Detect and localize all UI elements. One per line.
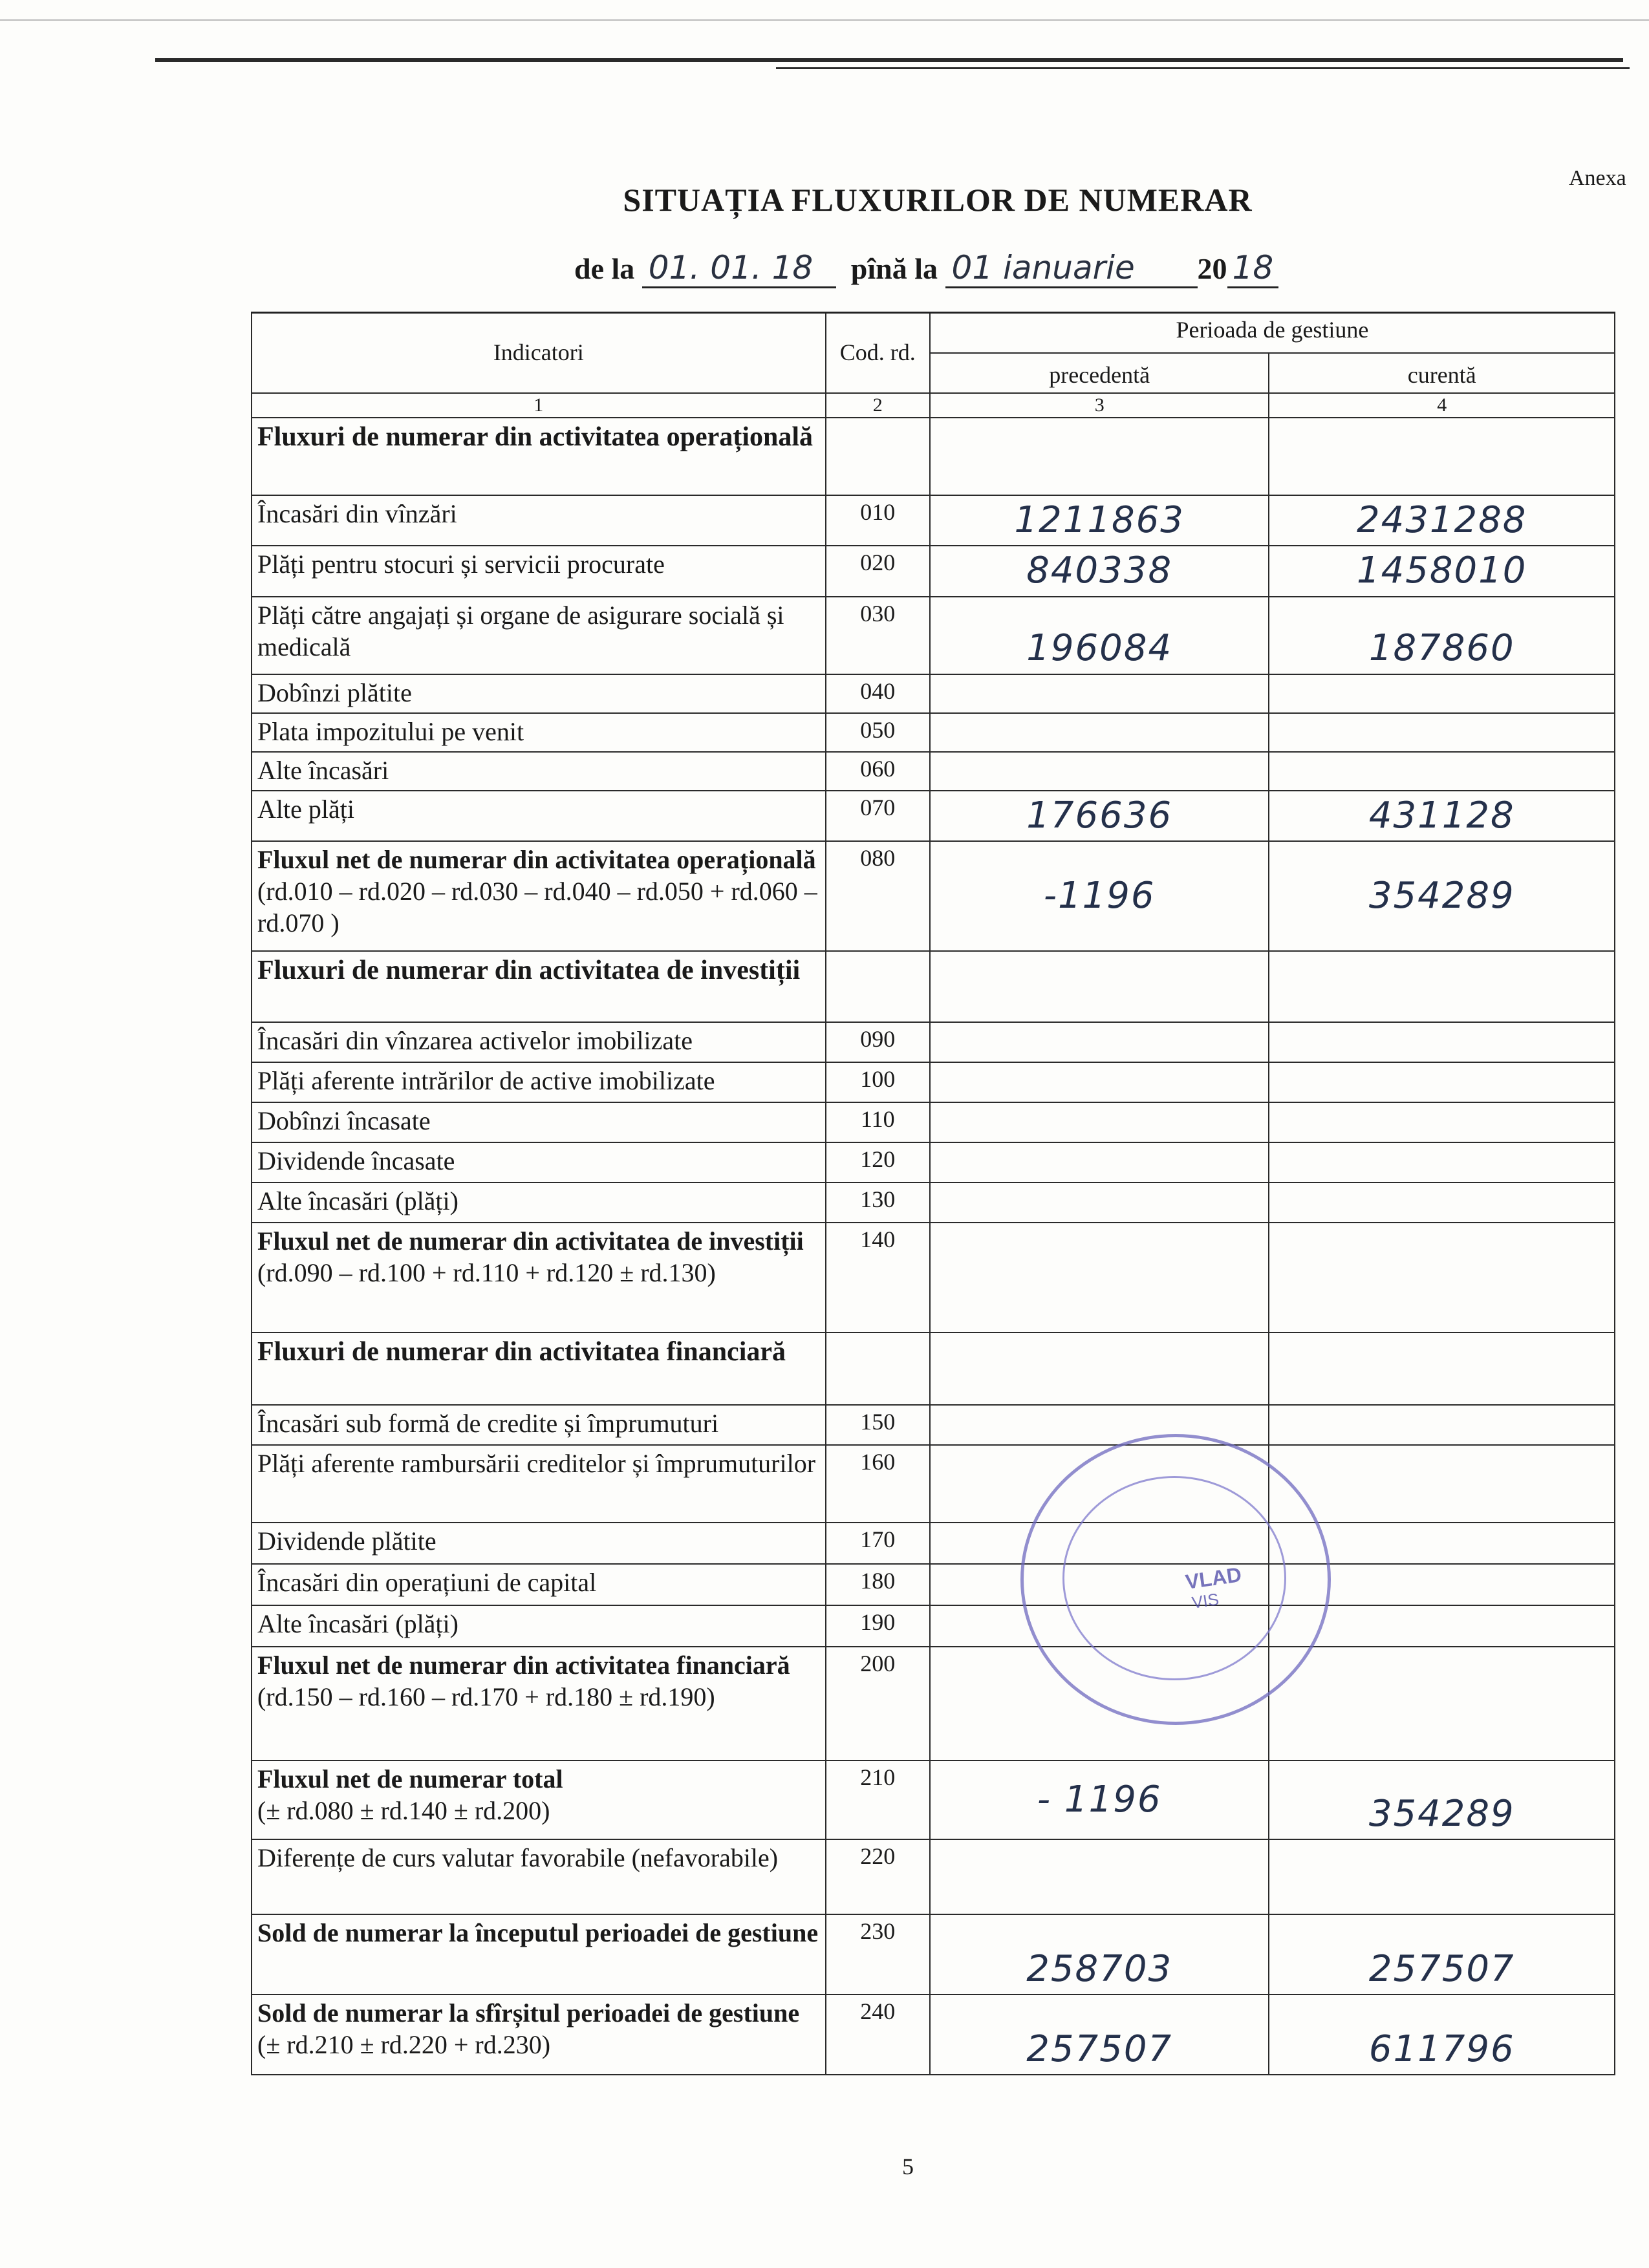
table-row [252,1839,1615,1914]
table-row [252,791,1615,841]
row-code: 050 [826,713,930,752]
row-code: 130 [826,1182,930,1223]
table-row [252,597,1615,674]
stamp-text: VIS [1191,1589,1220,1612]
row-code: 220 [826,1839,930,1914]
header-indicators: Indicatori [252,313,826,393]
row-label: Alte încasări [252,752,826,791]
row-label [252,1760,826,1839]
row-code: 070 [826,791,930,841]
row-code: 200 [826,1647,930,1760]
row-code [826,418,930,495]
value-previous [930,1062,1269,1102]
header-period-group: Perioada de gestiune [930,313,1615,353]
period-from-value: 01. 01. 18 [642,249,836,288]
section-label: Fluxuri de numerar din activitatea de investiții [252,951,826,1022]
table-row [252,1405,1615,1445]
row-title: Fluxul net de numerar total [257,1764,563,1794]
section-row [252,951,1615,1022]
document-title: SITUAȚIA FLUXURILOR DE NUMERAR [623,182,1253,218]
section-label: Fluxuri de numerar din activitatea financiară [252,1332,826,1405]
company-stamp [1020,1434,1331,1725]
total-row [252,841,1615,951]
row-label: Plăți către angajați și organe de asigurare socială și medicală [252,597,826,674]
row-label: Alte încasări (plăți) [252,1605,826,1647]
value-previous [930,1102,1269,1142]
value-previous [930,1839,1269,1914]
value-previous [930,1022,1269,1062]
value-current [1269,1839,1615,1914]
stamp-text: VLAD [1183,1563,1244,1594]
value-current: 1458010 [1269,546,1615,596]
row-code: 120 [826,1142,930,1182]
value-current [1269,1182,1615,1223]
table-row [252,1445,1615,1523]
value-current: 611796 [1269,1995,1615,2075]
total-row [252,1760,1615,1839]
row-label: Alte plăți [252,791,826,841]
total-row [252,1647,1615,1760]
header-previous: precedentă [930,353,1269,393]
value-current [1269,1102,1615,1142]
period-year-value: 18 [1227,249,1279,288]
table-row [252,1523,1615,1564]
table-row [252,674,1615,713]
value-current [1269,674,1615,713]
total-row [252,1914,1615,1995]
row-label: Sold de numerar la începutul perioadei de gestiune [252,1914,826,1995]
column-number: 4 [1269,393,1615,418]
row-code: 140 [826,1223,930,1332]
period-to-label: pînă la [850,252,938,285]
value-previous [930,674,1269,713]
row-label: Dobînzi plătite [252,674,826,713]
row-label: Dividende plătite [252,1523,826,1564]
value-current [1269,1445,1615,1523]
table-row [252,1102,1615,1142]
value-current [1269,752,1615,791]
row-formula: (± rd.210 ± rd.220 + rd.230) [257,2029,551,2059]
row-title: Fluxul net de numerar din activitatea financiară [257,1651,790,1680]
section-row [252,418,1615,495]
table-row [252,495,1615,546]
section-label: Fluxuri de numerar din activitatea operațională [252,418,826,495]
row-code: 010 [826,495,930,546]
row-code: 240 [826,1995,930,2075]
row-label: Încasări din vînzarea activelor imobilizate [252,1022,826,1062]
value-previous: 1211863 [930,495,1269,546]
row-code [826,1332,930,1405]
row-label: Diferențe de curs valutar favorabile (nefavorabile) [252,1839,826,1914]
row-code: 210 [826,1760,930,1839]
row-label: Încasări sub formă de credite și împrumuturi [252,1405,826,1445]
value-current [1269,1142,1615,1182]
value-previous: 176636 [930,791,1269,841]
value-current: 2431288 [1269,495,1615,546]
row-code: 150 [826,1405,930,1445]
value-current [1269,713,1615,752]
section-row [252,1332,1615,1405]
value-current [1269,1062,1615,1102]
value-current [1269,1647,1615,1760]
value-current [1269,951,1615,1022]
value-previous: -1196 [930,841,1269,951]
row-formula: (rd.090 – rd.100 + rd.110 + rd.120 ± rd.130) [257,1257,716,1287]
value-previous [930,1332,1269,1405]
row-code: 080 [826,841,930,951]
row-title: Fluxul net de numerar din activitatea operațională [257,845,816,875]
row-code: 190 [826,1605,930,1647]
value-current [1269,1223,1615,1332]
table-row [252,1142,1615,1182]
row-label [252,1223,826,1332]
column-number: 3 [930,393,1269,418]
row-label: Alte încasări (plăți) [252,1182,826,1223]
total-row [252,1223,1615,1332]
row-code: 230 [826,1914,930,1995]
row-label: Dobînzi încasate [252,1102,826,1142]
header-current: curentă [1269,353,1615,393]
row-code: 160 [826,1445,930,1523]
table-row [252,1062,1615,1102]
value-previous [930,713,1269,752]
value-previous [930,951,1269,1022]
value-current: 354289 [1269,1760,1615,1839]
value-previous: 257507 [930,1995,1269,2075]
header-code: Cod. rd. [826,313,930,393]
table-row [252,1605,1615,1647]
row-code: 170 [826,1523,930,1564]
row-code: 040 [826,674,930,713]
value-previous: 258703 [930,1914,1269,1995]
total-row [252,1995,1615,2075]
row-label [252,841,826,951]
value-current: 187860 [1269,597,1615,674]
value-current [1269,1405,1615,1445]
table-row [252,546,1615,596]
value-previous [930,1142,1269,1182]
value-previous: 840338 [930,546,1269,596]
column-number: 2 [826,393,930,418]
value-current: 354289 [1269,841,1615,951]
period-from-label: de la [574,252,635,285]
row-title: Sold de numerar la sfîrșitul perioadei de gestiune [257,1998,800,2028]
value-previous [930,752,1269,791]
row-label: Încasări din operațiuni de capital [252,1564,826,1605]
column-number: 1 [252,393,826,418]
row-label: Plata impozitului pe venit [252,713,826,752]
period-line [574,249,1278,288]
value-current [1269,1332,1615,1405]
row-code [826,951,930,1022]
value-previous [930,418,1269,495]
value-current [1269,1022,1615,1062]
table-row [252,752,1615,791]
row-formula: (rd.150 – rd.160 – rd.170 + rd.180 ± rd.190) [257,1682,715,1711]
table-row [252,1182,1615,1223]
page-number: 5 [902,2154,914,2179]
row-code: 090 [826,1022,930,1062]
row-formula: (rd.010 – rd.020 – rd.030 – rd.040 – rd.050 + rd.060 – rd.070 ) [257,876,817,937]
value-previous: 196084 [930,597,1269,674]
value-current [1269,418,1615,495]
period-year-prefix: 20 [1197,252,1227,285]
table-row [252,1564,1615,1605]
row-label: Plăți pentru stocuri și servicii procurate [252,546,826,596]
row-label: Dividende încasate [252,1142,826,1182]
row-code: 110 [826,1102,930,1142]
value-current: 431128 [1269,791,1615,841]
row-code: 060 [826,752,930,791]
stamp-inner-ring [1062,1476,1286,1680]
row-label [252,1995,826,2075]
row-label: Plăți aferente rambursării creditelor și împrumuturilor [252,1445,826,1523]
row-label [252,1647,826,1760]
cash-flow-table [251,312,1615,2075]
row-code: 030 [826,597,930,674]
row-title: Fluxul net de numerar din activitatea de investiții [257,1226,804,1256]
annex-label: Anexa [1569,166,1626,190]
row-formula: (± rd.080 ± rd.140 ± rd.200) [257,1795,550,1825]
value-previous: - 1196 [930,1760,1269,1839]
row-label: Plăți aferente intrărilor de active imobilizate [252,1062,826,1102]
row-code: 100 [826,1062,930,1102]
value-previous [930,1182,1269,1223]
value-current: 257507 [1269,1914,1615,1995]
period-to-value: 01 ianuarie [945,249,1198,288]
table-row [252,713,1615,752]
row-label: Încasări din vînzări [252,495,826,546]
value-previous [930,1223,1269,1332]
table-row [252,1022,1615,1062]
row-code: 020 [826,546,930,596]
row-code: 180 [826,1564,930,1605]
